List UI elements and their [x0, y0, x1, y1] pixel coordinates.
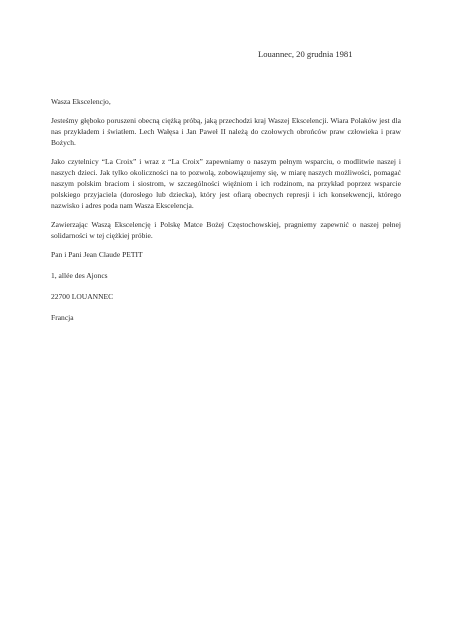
letter-body: [51, 96, 401, 333]
letter-paragraph-3: Zawierzając Waszą Ekscelencję i Polskę Matce Bożej Częstochowskiej, pragniemy zapewnić o naszej pełnej solidarności w tej ciężkiej próbie.: [51, 220, 401, 240]
sender-name: Pan i Pani Jean Claude PETIT: [51, 250, 143, 259]
sender-address-line-1: 1, allée des Ajoncs: [51, 271, 108, 280]
sender-address-line-2: 22700 LOUANNEC: [51, 292, 114, 301]
letter-paragraph-2: Jako czytelnicy “La Croix” i wraz z “La Croix” zapewniamy o naszym pełnym wsparciu, o modlitwie naszej i naszych dzieci. Jak tylko okoliczności na to pozwolą, zobowiązujemy się, w miarę naszych możliwości, pomagać naszym polskim braciom i siostrom, w szczególności więźniom i ich rodzinom, na przykład poprzez wsparcie polskiego przyjaciela (dorosłego lub dziecka), który jest ofiarą obecnych represji i ich konsekwencji, którego nazwisko i adres poda nam Wasza Ekscelencja.: [51, 157, 401, 210]
sender-country: Francja: [51, 313, 74, 322]
letter-dateline: Louannec, 20 grudnia 1981: [258, 49, 353, 59]
letter-salutation: Wasza Ekscelencjo,: [51, 97, 111, 106]
letter-paragraph-1: Jesteśmy głęboko poruszeni obecną ciężką próbą, jaką przechodzi kraj Waszej Ekscelencji. Wiara Polaków jest dla nas przykładem i światłem. Lech Wałęsa i Jan Paweł II należą do czołowych obrońców praw człowieka i praw Bożych.: [51, 116, 401, 147]
